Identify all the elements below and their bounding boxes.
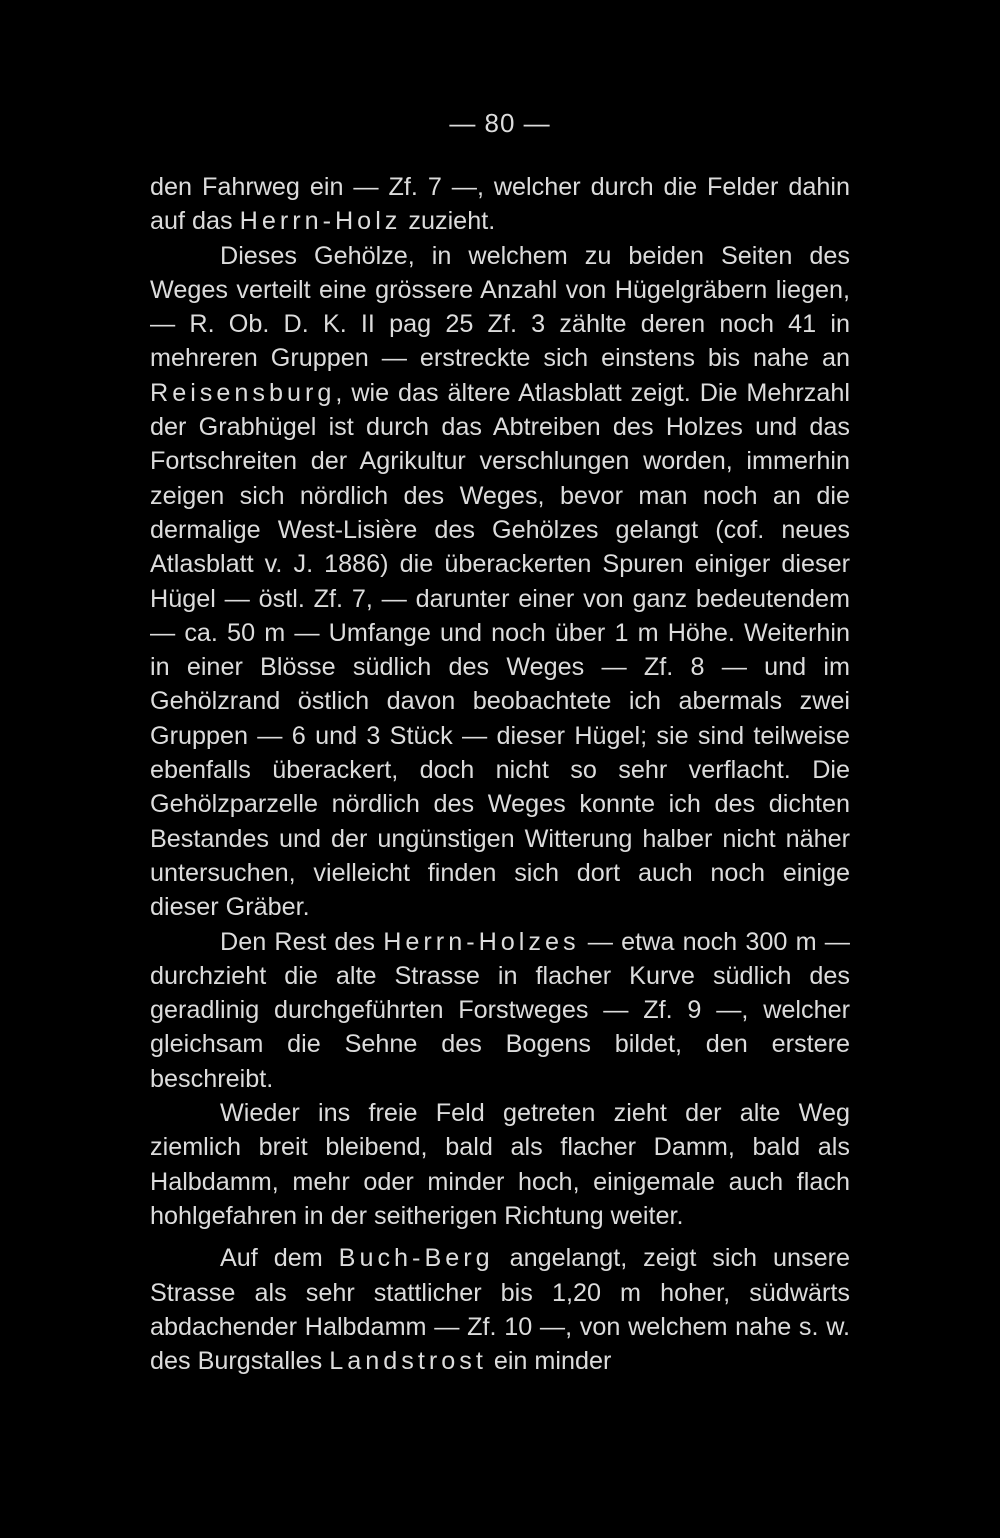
text-run: angelangt, zeigt sich unsere Strasse als sehr stattlicher bis 1,20 m hoher, südwärts abdachender Halbdamm — Zf. 10 —, von welchem nahe s. w. des Burgstalles (150, 1244, 850, 1376)
text-run: Wieder ins freie Feld getreten zieht der alte Weg ziemlich breit bleibend, bald als flacher Damm, bald als Halbdamm, mehr oder minder hoch, einigemale auch flach hohlgefahren in der seitherigen Richtung weiter. (150, 1099, 850, 1230)
page-number: — 80 — (449, 108, 551, 138)
paragraph (150, 1096, 850, 1233)
spaced-name: Buch-Berg (338, 1244, 494, 1273)
text-run: Auf dem (220, 1244, 339, 1273)
paragraph (150, 1241, 850, 1378)
text-run: — etwa noch 300 m — durchzieht die alte Strasse in flacher Kurve südlich des geradlinig durchgeführten Forstweges — Zf. 9 —, welcher gleichsam die Sehne des Bogens bildet, den erstere beschreibt. (150, 927, 850, 1093)
text-run: Den Rest des (220, 927, 384, 956)
spaced-name: Herrn-Holz (239, 207, 402, 236)
text-run: Dieses Gehölze, in welchem zu beiden Seiten des Weges verteilt eine grössere Anzahl von Hügelgräbern liegen, — R. Ob. D. K. II pag 25 Zf. 3 zählte deren noch 41 in mehreren Gruppen — erstreckte sich einstens bis nahe an (150, 241, 850, 373)
text-run: zuzieht. (401, 207, 496, 236)
spaced-name: Landstrost (329, 1347, 487, 1376)
paragraph (150, 925, 850, 1096)
text-run: ein minder (486, 1347, 612, 1376)
paragraph (150, 170, 850, 239)
text-run: den Fahrweg ein — Zf. 7 —, welcher durch die Felder dahin auf das (150, 173, 850, 236)
paragraph (150, 239, 850, 925)
spaced-name: Reisensburg (150, 378, 336, 407)
text-run: , wie das ältere Atlasblatt zeigt. Die Mehrzahl der Grabhügel ist durch das Abtreiben des Holzes und das Fortschreiten der Agrikultur verschlungen worden, immerhin zeigen sich nördlich des Weges, bevor man noch an die dermalige West-Lisière des Gehölzes gelangt (cof. neues Atlasblatt v. J. 1886) die überackerten Spuren einiger dieser Hügel — östl. Zf. 7, — darunter einer von ganz bedeutendem — ca. 50 m — Umfange und noch über 1 m Höhe. Weiterhin in einer Blösse südlich des Weges — Zf. 8 — und im Gehölzrand östlich davon beobachtete ich abermals zwei Gruppen — 6 und 3 Stück — dieser Hügel; sie sind teilweise ebenfalls überackert, doch nicht so sehr verflacht. Die Gehölzparzelle nördlich des Weges konnte ich des dichten Bestandes und der ungünstigen Witterung halber nicht näher untersuchen, vielleicht finden sich dort auch noch einige dieser Gräber. (150, 378, 850, 922)
spaced-name: Herrn-Holzes (383, 927, 580, 956)
body-text (150, 170, 850, 1378)
